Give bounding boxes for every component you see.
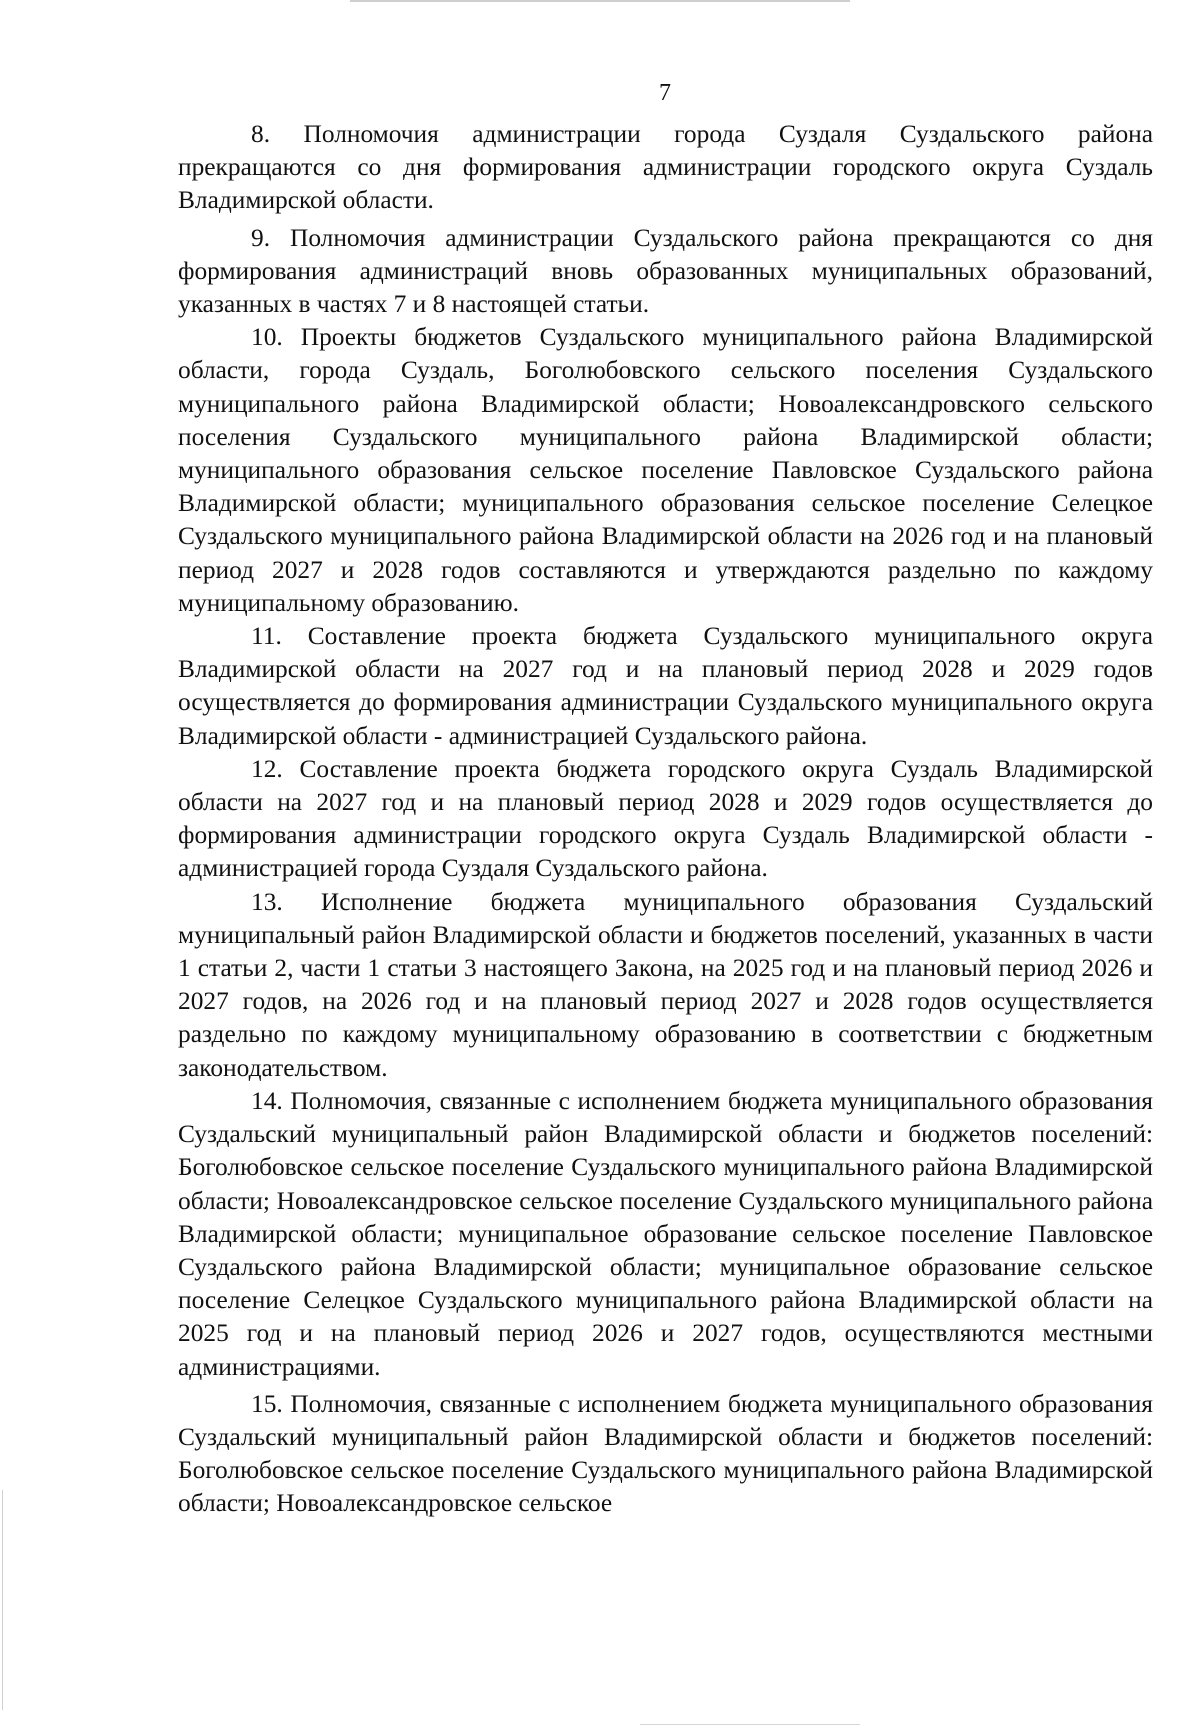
paragraph-11: 11. Составление проекта бюджета Суздальского муниципального округа Владимирской области на 2027 год и на плановый период 2028 и 2029 годов осуществляется до формирования администрации Суздальского муниципального округа Владимирской области - администрацией Суздальского района. xyxy=(178,622,1153,750)
paragraph-15: 15. Полномочия, связанные с исполнением бюджета муниципального образования Суздальский муниципальный район Владимирской области и бюджетов поселений: Боголюбовское сельское поселение Суздальского муниципального района Владимирской области; Новоалександровское сельское xyxy=(178,1389,1153,1518)
paragraph-10: 10. Проекты бюджетов Суздальского муниципального района Владимирской области, города Суздаль, Боголюбовского сельского поселения Суздальского муниципального района Владимирской области; Новоалександровского сельского поселения Суздальского муниципального района Владимирской области; муниципального образования сельское поселение Павловское Суздальского района Владимирской области; муниципального образования сельское поселение Селецкое Суздальского муниципального района Владимирской области на 2026 год и на плановый период 2027 и 2028 годов составляются и утверждаются раздельно по каждому муниципальному образованию. xyxy=(178,323,1153,617)
document-body xyxy=(178,118,1153,1521)
paragraph-8: 8. Полномочия администрации города Суздаля Суздальского района прекращаются со дня формирования администрации городского округа Суздаль Владимирской области. xyxy=(178,120,1153,215)
scan-edge-mark-top xyxy=(350,0,850,2)
paragraph-9: 9. Полномочия администрации Суздальского района прекращаются со дня формирования администраций вновь образованных муниципальных образований, указанных в частях 7 и 8 настоящей статьи. xyxy=(178,223,1153,319)
paragraph-12: 12. Составление проекта бюджета городского округа Суздаль Владимирской области на 2027 год и на плановый период 2028 и 2029 годов осуществляется до формирования администрации городского округа Суздаль Владимирской области - администрацией города Суздаля Суздальского района. xyxy=(178,754,1153,883)
scan-edge-mark-bottom xyxy=(640,1724,860,1725)
paragraph-13: 13. Исполнение бюджета муниципального образования Суздальский муниципальный район Владимирской области и бюджетов поселений, указанных в части 1 статьи 2, части 1 статьи 3 настоящего Закона, на 2025 год и на плановый период 2026 и 2027 годов, на 2026 год и на плановый период 2027 и 2028 годов осуществляется раздельно по каждому муниципальному образованию в соответствии с бюджетным законодательством. xyxy=(178,887,1153,1082)
paragraph-14: 14. Полномочия, связанные с исполнением бюджета муниципального образования Суздальский муниципальный район Владимирской области и бюджетов поселений: Боголюбовское сельское поселение Суздальского муниципального района Владимирской области; Новоалександровское сельское поселение Суздальского муниципального района Владимирской области; муниципальное образование сельское поселение Павловское Суздальского района Владимирской области; муниципальное образование сельское поселение Селецкое Суздальского муниципального района Владимирской области на 2025 год и на плановый период 2026 и 2027 годов, осуществляются местными администрациями. xyxy=(178,1086,1153,1381)
scan-edge-mark-left xyxy=(2,1490,3,1710)
page-number: 7 xyxy=(659,80,671,106)
